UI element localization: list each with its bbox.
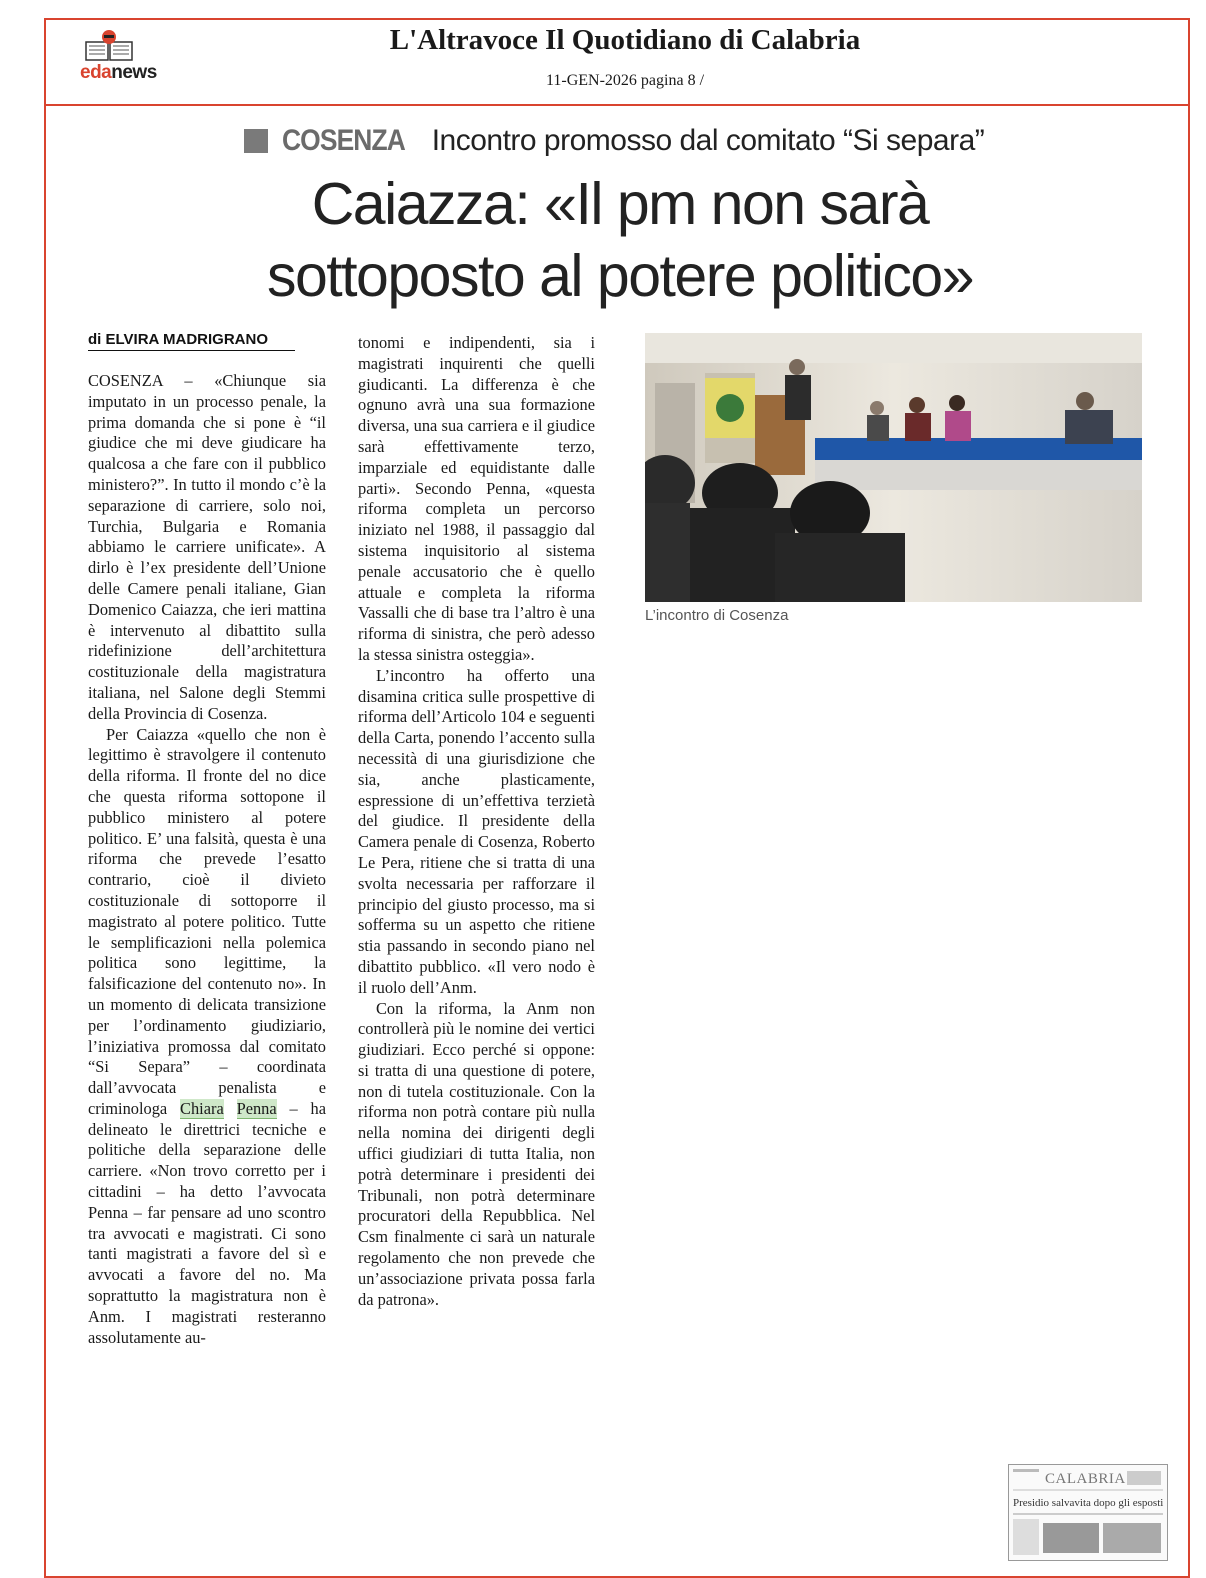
highlighted-name-last: Penna xyxy=(236,1098,277,1118)
newspaper-title: L'Altravoce Il Quotidiano di Calabria xyxy=(389,24,861,56)
date-page-line: 11-GEN-2026 pagina 8 / xyxy=(545,72,705,89)
paragraph-2: Per Caiazza «quello che non è legittimo è stravolgere il contenuto della riforma. Il fronte del no dice che questa riforma sottopone il pubblico ministero al potere politico. E’ una falsità, questa è una riforma che prevede l’esatto contrario, cioè il divieto costituzionale di sottoporre il magistrato al potere politico. Tutte le semplificazioni nella polemica politica sono legittime, la falsificazione del contenuto no». In un momento di delicata transizione per l’ordinamento giudiziario, l’iniziativa promossa dal comitato “Si Separa” – coordinata dall’avvocata penalista e criminologa Chiara Penna – ha delineato le direttrici tecniche e politiche della separazione delle carriere. «Non trovo corretto per i cittadini – ha detto l’avvocata Penna – far pensare ad uno scontro tra avvocati e magistrati. Ci sono tanti magistrati a favore del sì e avvocati a favore del no. Ma soprattutto la magistratura non è Anm. I magistrati resteranno assolutamente au- xyxy=(88,724,326,1347)
paragraph-4: L’incontro ha offerto una disamina critica sulle prospettive di riforma dell’Articolo 104 e seguenti della Carta, ponendo l’accento sulla necessità di una giurisdizione che sia, anche plasticamente, espressione di un’effettiva terzietà del giudice. Il presidente della Camera penale di Cosenza, Roberto Le Pera, ritiene che si tratta di una svolta necessaria per rafforzare il principio del giusto processo, ma si sofferma su un aspetto che ritiene stia passando in secondo piano nel dibattito pubblico. «Il vero nodo è il ruolo dell’Anm. xyxy=(358,665,595,997)
edanews-logo xyxy=(80,28,160,88)
highlighted-name-first: Chiara xyxy=(180,1098,224,1118)
thumbnail-headline: Presidio salvavita dopo gli esposti xyxy=(1013,1497,1164,1509)
section-square-icon xyxy=(244,129,268,153)
header-separator xyxy=(44,104,1190,106)
article-photo xyxy=(645,333,1142,602)
byline-rule xyxy=(88,350,295,351)
kicker xyxy=(244,123,984,159)
paragraph-3: tonomi e indipendenti, sia i magistrati inquirenti che quelli giudicanti. La differenza è che ognuno avrà una sua formazione diversa, una sua carriera e il giudice sarà effettivamente terzo, imparziale ed equidistante dalle parti». Secondo Penna, «questa riforma completa un percorso iniziato nel 1988, il passaggio dal sistema inquisitorio al sistema penale accusatorio che è quello attuale e completa la riforma Vassalli che di base tra l’altro è una riforma di sinistra, che però adesso la stessa sinistra osteggia». xyxy=(358,333,595,664)
page-thumbnail xyxy=(1008,1464,1168,1561)
logo-wordmark: edanews xyxy=(80,62,157,83)
headline-line-2: sottoposto al potere politico» xyxy=(266,243,974,309)
photo-caption: L’incontro di Cosenza xyxy=(645,607,789,624)
article-column-2 xyxy=(358,333,595,1310)
reader-icon xyxy=(80,28,160,64)
headline xyxy=(170,168,1070,312)
section-label: COSENZA xyxy=(282,124,405,157)
thumbnail-layout-icon xyxy=(1009,1465,1167,1560)
thumbnail-section: CALABRIA xyxy=(1045,1471,1126,1487)
paragraph-1: COSENZA – «Chiunque sia imputato in un processo penale, la prima domanda che si pone è “il giudice che mi deve giudicare ha qualcosa a che fare con il pubblico ministero?”. In tutto il mondo c’è la separazione di carriere, solo noi, Turchia, Bulgaria e Romania abbiamo le carriere unificate». A dirlo è l’ex presidente dell’Unione delle Camere penali italiane, Gian Domenico Caiazza, che ieri mattina è intervenuto al dibattito sulla ridefinizione dell’architettura costituzionale della magistratura italiana, nel Salone degli Stemmi della Provincia di Cosenza. xyxy=(88,371,326,723)
byline: di ELVIRA MADRIGRANO xyxy=(88,331,268,348)
kicker-text: Incontro promosso dal comitato “Si separa” xyxy=(431,124,985,157)
meeting-photo-illustration xyxy=(645,333,1142,602)
headline-line-1: Caiazza: «Il pm non sarà xyxy=(311,171,929,237)
paragraph-5: Con la riforma, la Anm non controllerà più le nomine dei vertici giudiziari. Ecco perché si oppone: si tratta di una questione di potere, non di tutela costituzionale. Con la riforma non potrà contare più nulla nella nomina dei dirigenti degli uffici giudiziari di tutta Italia, non potrà determinare i presidenti dei Tribunali, non potrà determinare procuratori della Repubblica. Nel Csm finalmente ci sarà un naturale regolamento che non prevede che un’associazione privata possa farla da patrona». xyxy=(358,998,595,1309)
article-column-1 xyxy=(88,371,326,1348)
